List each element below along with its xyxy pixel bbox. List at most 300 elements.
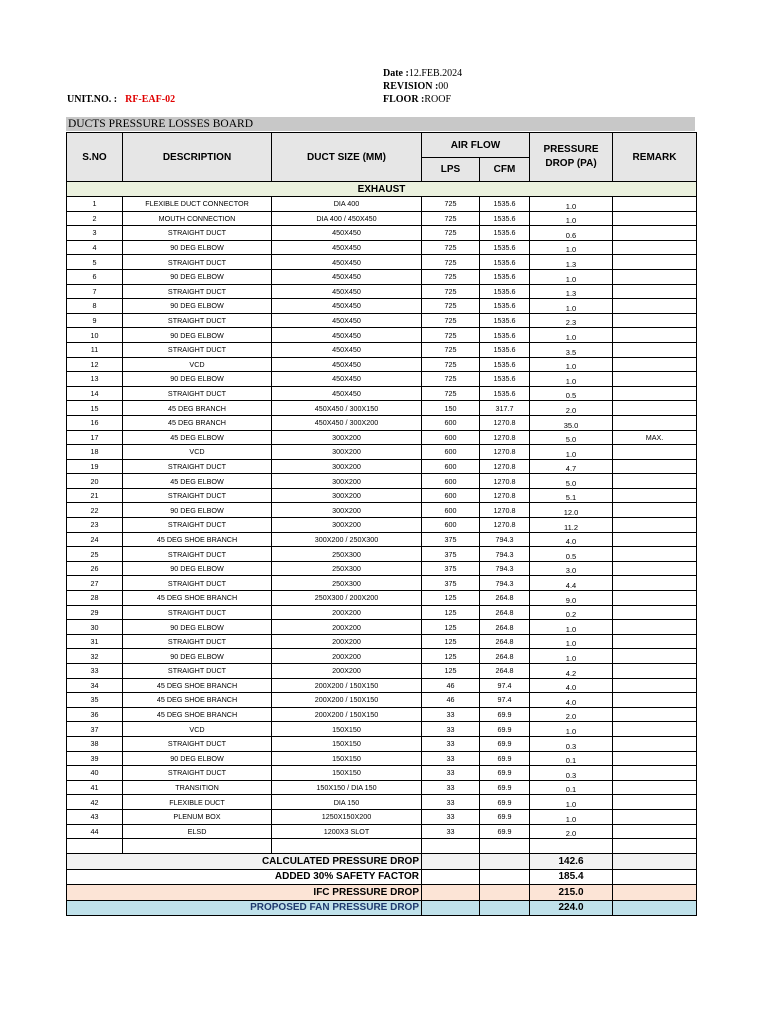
cell-duct-size: 1250X150X200: [272, 809, 422, 824]
cell-lps: 375: [422, 547, 480, 562]
cell-description: STRAIGHT DUCT: [123, 766, 272, 781]
cell-description: 45 DEG BRANCH: [123, 401, 272, 416]
cell-cfm: 69.9: [480, 824, 530, 839]
cell-lps: 725: [422, 313, 480, 328]
cell-lps: 125: [422, 664, 480, 679]
cell-sno: 33: [67, 664, 123, 679]
cell-lps: 150: [422, 401, 480, 416]
cell-cfm: 794.3: [480, 561, 530, 576]
cell-remark: [613, 313, 697, 328]
cell-pressure-drop: 4.2: [530, 664, 613, 679]
cell-duct-size: 450X450: [272, 226, 422, 241]
cell-cfm: 1535.6: [480, 342, 530, 357]
cell-duct-size: 200X200: [272, 620, 422, 635]
revision-label: REVISION :: [383, 81, 439, 92]
summary-row-calculated: [67, 854, 697, 870]
table-row: [67, 459, 697, 474]
cell-sno: 3: [67, 226, 123, 241]
cell-cfm: 1270.8: [480, 415, 530, 430]
cell-cfm: 1535.6: [480, 357, 530, 372]
cell-lps: 33: [422, 824, 480, 839]
cell-sno: 18: [67, 445, 123, 460]
cell-lps: 600: [422, 445, 480, 460]
cell-pressure-drop: 1.0: [530, 357, 613, 372]
table-row: [67, 707, 697, 722]
cell-sno: 32: [67, 649, 123, 664]
cell-lps: 33: [422, 707, 480, 722]
cell-cfm: 1535.6: [480, 386, 530, 401]
cell-duct-size: 450X450: [272, 342, 422, 357]
cell-lps: 33: [422, 736, 480, 751]
fan-label: PROPOSED FAN PRESSURE DROP: [67, 900, 422, 916]
cell-cfm: 264.8: [480, 649, 530, 664]
table-row: [67, 503, 697, 518]
cell-description: STRAIGHT DUCT: [123, 313, 272, 328]
cell-pressure-drop: 0.6: [530, 226, 613, 241]
cell-remark: [613, 736, 697, 751]
cell-pressure-drop: 4.4: [530, 576, 613, 591]
col-header-air-flow: AIR FLOW: [422, 133, 530, 158]
cell-duct-size: 250X300: [272, 547, 422, 562]
cell-sno: 28: [67, 591, 123, 606]
cell-lps: 600: [422, 518, 480, 533]
cell-remark: [613, 372, 697, 387]
cell-remark: [613, 284, 697, 299]
table-row: [67, 751, 697, 766]
cell-sno: 35: [67, 693, 123, 708]
cell-duct-size: 300X200: [272, 488, 422, 503]
cell-cfm: 1535.6: [480, 211, 530, 226]
cell-duct-size: DIA 400: [272, 197, 422, 212]
cell-remark: [613, 605, 697, 620]
table-row: [67, 547, 697, 562]
cell-pressure-drop: 0.2: [530, 605, 613, 620]
cell-sno: 4: [67, 240, 123, 255]
cell-cfm: 1535.6: [480, 197, 530, 212]
cell-remark: [613, 401, 697, 416]
table-row: [67, 211, 697, 226]
table-row: [67, 240, 697, 255]
cell-description: FLEXIBLE DUCT CONNECTOR: [123, 197, 272, 212]
cell-cfm: 1270.8: [480, 459, 530, 474]
cell-remark: MAX.: [613, 430, 697, 445]
table-row: [67, 226, 697, 241]
cell-cfm: 69.9: [480, 809, 530, 824]
cell-description: 45 DEG ELBOW: [123, 430, 272, 445]
col-header-lps: LPS: [422, 158, 480, 182]
cell-lps: 725: [422, 197, 480, 212]
cell-remark: [613, 445, 697, 460]
cell-lps: 600: [422, 503, 480, 518]
cell-duct-size: 1200X3 SLOT: [272, 824, 422, 839]
cell-sno: 23: [67, 518, 123, 533]
cell-cfm: 1535.6: [480, 269, 530, 284]
cell-duct-size: 300X200: [272, 459, 422, 474]
cell-description: ELSD: [123, 824, 272, 839]
cell-description: STRAIGHT DUCT: [123, 488, 272, 503]
cell-duct-size: 300X200: [272, 518, 422, 533]
cell-pressure-drop: 12.0: [530, 503, 613, 518]
table-row: [67, 766, 697, 781]
cell-duct-size: 450X450 / 300X150: [272, 401, 422, 416]
cell-sno: 20: [67, 474, 123, 489]
cell-remark: [613, 342, 697, 357]
cell-pressure-drop: 4.0: [530, 678, 613, 693]
summary-row-ifc: [67, 885, 697, 901]
cell-duct-size: DIA 400 / 450X450: [272, 211, 422, 226]
cell-pressure-drop: 1.0: [530, 197, 613, 212]
cell-sno: 15: [67, 401, 123, 416]
cell-remark: [613, 707, 697, 722]
cell-duct-size: 250X300 / 200X200: [272, 591, 422, 606]
cell-lps: 125: [422, 591, 480, 606]
cell-lps: 33: [422, 795, 480, 810]
cell-description: 90 DEG ELBOW: [123, 561, 272, 576]
cell-duct-size: 450X450: [272, 269, 422, 284]
table-row: [67, 518, 697, 533]
unit-value: RF-EAF-02: [125, 94, 176, 105]
cell-sno: 19: [67, 459, 123, 474]
cell-sno: 21: [67, 488, 123, 503]
cell-pressure-drop: 0.1: [530, 751, 613, 766]
cell-remark: [613, 678, 697, 693]
floor-line: [383, 93, 462, 106]
cell-duct-size: 300X200: [272, 430, 422, 445]
summary-row-fan: [67, 900, 697, 916]
table-row: [67, 809, 697, 824]
table-row: [67, 474, 697, 489]
cell-pressure-drop: 3.5: [530, 342, 613, 357]
cell-duct-size: 300X200: [272, 503, 422, 518]
col-header-pressure-drop: PRESSURE DROP (PA): [530, 133, 613, 182]
cell-description: 45 DEG SHOE BRANCH: [123, 532, 272, 547]
cell-cfm: 1270.8: [480, 430, 530, 445]
cell-remark: [613, 664, 697, 679]
cell-description: STRAIGHT DUCT: [123, 459, 272, 474]
cell-sno: 34: [67, 678, 123, 693]
cell-cfm: 1535.6: [480, 255, 530, 270]
table-row: [67, 634, 697, 649]
col-header-cfm: CFM: [480, 158, 530, 182]
table-row: [67, 386, 697, 401]
cell-lps: 125: [422, 634, 480, 649]
table-row: [67, 824, 697, 839]
ifc-label: IFC PRESSURE DROP: [67, 885, 422, 901]
cell-duct-size: 450X450: [272, 313, 422, 328]
cell-sno: 38: [67, 736, 123, 751]
cell-sno: 29: [67, 605, 123, 620]
table-row: [67, 576, 697, 591]
cell-duct-size: 200X200: [272, 634, 422, 649]
cell-duct-size: 300X200 / 250X300: [272, 532, 422, 547]
fan-value: 224.0: [530, 900, 613, 916]
cell-duct-size: 250X300: [272, 576, 422, 591]
table-row: [67, 722, 697, 737]
cell-description: 45 DEG SHOE BRANCH: [123, 693, 272, 708]
cell-lps: 600: [422, 488, 480, 503]
cell-pressure-drop: 0.3: [530, 736, 613, 751]
cell-pressure-drop: 1.0: [530, 211, 613, 226]
cell-remark: [613, 809, 697, 824]
cell-description: 90 DEG ELBOW: [123, 503, 272, 518]
cell-pressure-drop: 1.0: [530, 445, 613, 460]
cell-pressure-drop: 2.3: [530, 313, 613, 328]
cell-cfm: 69.9: [480, 736, 530, 751]
cell-sno: 27: [67, 576, 123, 591]
cell-duct-size: 450X450: [272, 240, 422, 255]
cell-cfm: 264.8: [480, 664, 530, 679]
cell-duct-size: 450X450 / 300X200: [272, 415, 422, 430]
cell-remark: [613, 561, 697, 576]
cell-pressure-drop: 1.0: [530, 722, 613, 737]
cell-pressure-drop: 0.5: [530, 386, 613, 401]
cell-sno: 2: [67, 211, 123, 226]
cell-cfm: 69.9: [480, 780, 530, 795]
cell-cfm: 1535.6: [480, 299, 530, 314]
table-row: [67, 430, 697, 445]
document-meta: [383, 67, 462, 106]
table-row: [67, 313, 697, 328]
cell-lps: 725: [422, 328, 480, 343]
cell-cfm: 317.7: [480, 401, 530, 416]
cell-pressure-drop: 1.0: [530, 299, 613, 314]
cell-cfm: 794.3: [480, 576, 530, 591]
safety-value: 185.4: [530, 869, 613, 885]
cell-duct-size: 450X450: [272, 386, 422, 401]
pressure-loss-table: [66, 132, 697, 916]
cell-remark: [613, 576, 697, 591]
table-row: [67, 415, 697, 430]
revision-line: [383, 80, 462, 93]
cell-duct-size: 300X200: [272, 474, 422, 489]
table-row: [67, 736, 697, 751]
cell-remark: [613, 503, 697, 518]
cell-sno: 5: [67, 255, 123, 270]
table-row: [67, 372, 697, 387]
cell-lps: 375: [422, 561, 480, 576]
table-row: [67, 664, 697, 679]
cell-duct-size: 200X200: [272, 649, 422, 664]
cell-sno: 7: [67, 284, 123, 299]
cell-description: 90 DEG ELBOW: [123, 240, 272, 255]
cell-description: STRAIGHT DUCT: [123, 605, 272, 620]
cell-pressure-drop: 0.5: [530, 547, 613, 562]
cell-cfm: 264.8: [480, 620, 530, 635]
cell-description: STRAIGHT DUCT: [123, 634, 272, 649]
cell-lps: 725: [422, 372, 480, 387]
cell-pressure-drop: 4.0: [530, 693, 613, 708]
cell-description: VCD: [123, 722, 272, 737]
board-title: DUCTS PRESSURE LOSSES BOARD: [66, 117, 695, 131]
cell-sno: 11: [67, 342, 123, 357]
cell-sno: 31: [67, 634, 123, 649]
table-row: [67, 591, 697, 606]
cell-lps: 33: [422, 780, 480, 795]
cell-duct-size: 450X450: [272, 255, 422, 270]
cell-lps: 725: [422, 269, 480, 284]
table-row: [67, 357, 697, 372]
cell-description: 90 DEG ELBOW: [123, 649, 272, 664]
cell-remark: [613, 474, 697, 489]
cell-duct-size: 250X300: [272, 561, 422, 576]
cell-lps: 725: [422, 226, 480, 241]
cell-lps: 600: [422, 474, 480, 489]
cell-cfm: 1535.6: [480, 284, 530, 299]
table-row: [67, 561, 697, 576]
cell-duct-size: 450X450: [272, 299, 422, 314]
cell-remark: [613, 357, 697, 372]
cell-duct-size: 150X150: [272, 736, 422, 751]
cell-cfm: 69.9: [480, 751, 530, 766]
cell-duct-size: 200X200: [272, 664, 422, 679]
cell-cfm: 264.8: [480, 605, 530, 620]
cell-description: STRAIGHT DUCT: [123, 255, 272, 270]
cell-pressure-drop: 3.0: [530, 561, 613, 576]
cell-pressure-drop: 1.0: [530, 269, 613, 284]
cell-remark: [613, 751, 697, 766]
cell-cfm: 1535.6: [480, 328, 530, 343]
cell-sno: 36: [67, 707, 123, 722]
cell-description: 90 DEG ELBOW: [123, 372, 272, 387]
cell-sno: 43: [67, 809, 123, 824]
cell-duct-size: 450X450: [272, 284, 422, 299]
cell-pressure-drop: 0.3: [530, 766, 613, 781]
cell-remark: [613, 722, 697, 737]
cell-sno: 40: [67, 766, 123, 781]
cell-cfm: 1535.6: [480, 372, 530, 387]
table-row: [67, 678, 697, 693]
cell-lps: 46: [422, 678, 480, 693]
cell-description: 90 DEG ELBOW: [123, 620, 272, 635]
cell-description: 90 DEG ELBOW: [123, 328, 272, 343]
table-row: [67, 299, 697, 314]
cell-pressure-drop: 11.2: [530, 518, 613, 533]
cell-lps: 375: [422, 532, 480, 547]
cell-remark: [613, 255, 697, 270]
cell-cfm: 264.8: [480, 591, 530, 606]
cell-remark: [613, 488, 697, 503]
table-row: [67, 445, 697, 460]
cell-description: PLENUM BOX: [123, 809, 272, 824]
col-header-sno: S.NO: [67, 133, 123, 182]
cell-description: STRAIGHT DUCT: [123, 386, 272, 401]
calculated-value: 142.6: [530, 854, 613, 870]
cell-description: STRAIGHT DUCT: [123, 736, 272, 751]
cell-remark: [613, 620, 697, 635]
cell-sno: 14: [67, 386, 123, 401]
cell-remark: [613, 197, 697, 212]
cell-description: 45 DEG ELBOW: [123, 474, 272, 489]
cell-remark: [613, 269, 697, 284]
cell-lps: 725: [422, 386, 480, 401]
cell-remark: [613, 780, 697, 795]
cell-remark: [613, 226, 697, 241]
cell-remark: [613, 824, 697, 839]
cell-remark: [613, 547, 697, 562]
cell-cfm: 1535.6: [480, 313, 530, 328]
cell-duct-size: 150X150: [272, 722, 422, 737]
cell-sno: 8: [67, 299, 123, 314]
cell-sno: 9: [67, 313, 123, 328]
cell-sno: 42: [67, 795, 123, 810]
cell-pressure-drop: 1.0: [530, 634, 613, 649]
date-label: Date :: [383, 68, 409, 79]
cell-description: 90 DEG ELBOW: [123, 299, 272, 314]
cell-lps: 725: [422, 240, 480, 255]
cell-pressure-drop: 2.0: [530, 401, 613, 416]
cell-description: 45 DEG BRANCH: [123, 415, 272, 430]
col-header-duct-size: DUCT SIZE (MM): [272, 133, 422, 182]
cell-duct-size: 200X200: [272, 605, 422, 620]
cell-description: FLEXIBLE DUCT: [123, 795, 272, 810]
cell-pressure-drop: 35.0: [530, 415, 613, 430]
table-row: [67, 197, 697, 212]
cell-remark: [613, 386, 697, 401]
section-header-exhaust: EXHAUST: [67, 182, 697, 197]
cell-remark: [613, 766, 697, 781]
cell-remark: [613, 532, 697, 547]
blank-row: [67, 839, 697, 854]
cell-pressure-drop: 5.0: [530, 430, 613, 445]
cell-remark: [613, 518, 697, 533]
cell-cfm: 69.9: [480, 766, 530, 781]
calculated-label: CALCULATED PRESSURE DROP: [67, 854, 422, 870]
col-header-remark: REMARK: [613, 133, 697, 182]
cell-lps: 46: [422, 693, 480, 708]
cell-lps: 375: [422, 576, 480, 591]
col-header-description: DESCRIPTION: [123, 133, 272, 182]
cell-sno: 25: [67, 547, 123, 562]
cell-lps: 125: [422, 649, 480, 664]
cell-remark: [613, 649, 697, 664]
cell-sno: 6: [67, 269, 123, 284]
cell-pressure-drop: 5.1: [530, 488, 613, 503]
cell-pressure-drop: 1.0: [530, 649, 613, 664]
table-row: [67, 780, 697, 795]
cell-duct-size: 150X150: [272, 766, 422, 781]
cell-description: STRAIGHT DUCT: [123, 226, 272, 241]
cell-description: VCD: [123, 357, 272, 372]
cell-sno: 13: [67, 372, 123, 387]
cell-description: STRAIGHT DUCT: [123, 518, 272, 533]
cell-pressure-drop: 1.0: [530, 328, 613, 343]
cell-duct-size: 200X200 / 150X150: [272, 693, 422, 708]
cell-duct-size: 150X150 / DIA 150: [272, 780, 422, 795]
cell-remark: [613, 459, 697, 474]
cell-pressure-drop: 2.0: [530, 707, 613, 722]
cell-description: 45 DEG SHOE BRANCH: [123, 678, 272, 693]
unit-line: [67, 93, 175, 106]
cell-remark: [613, 795, 697, 810]
safety-label: ADDED 30% SAFETY FACTOR: [67, 869, 422, 885]
table-row: [67, 795, 697, 810]
cell-cfm: 1270.8: [480, 445, 530, 460]
date-value: 12.FEB.2024: [408, 68, 463, 79]
cell-lps: 600: [422, 459, 480, 474]
cell-pressure-drop: 1.0: [530, 620, 613, 635]
cell-pressure-drop: 1.0: [530, 809, 613, 824]
table-row: [67, 284, 697, 299]
cell-description: STRAIGHT DUCT: [123, 576, 272, 591]
cell-sno: 12: [67, 357, 123, 372]
cell-cfm: 794.3: [480, 547, 530, 562]
table-row: [67, 342, 697, 357]
cell-description: 90 DEG ELBOW: [123, 269, 272, 284]
table-row: [67, 605, 697, 620]
cell-lps: 600: [422, 430, 480, 445]
cell-sno: 1: [67, 197, 123, 212]
cell-sno: 26: [67, 561, 123, 576]
